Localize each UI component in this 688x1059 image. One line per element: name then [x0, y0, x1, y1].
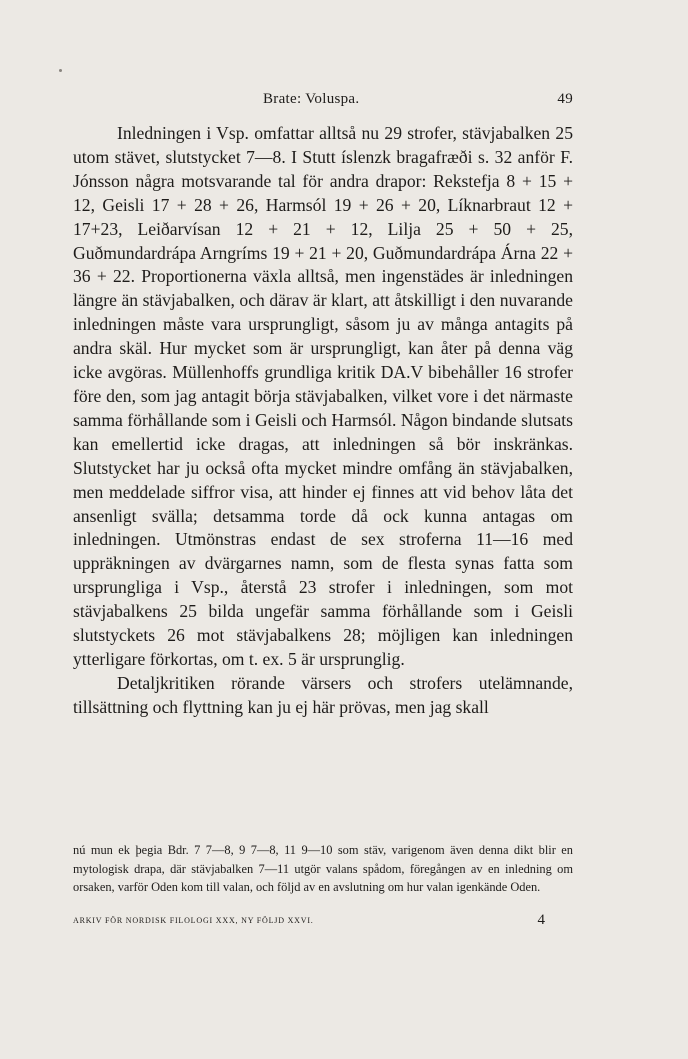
- main-text: [73, 122, 573, 720]
- page-header: [73, 91, 573, 113]
- journal-line: ARKIV FÖR NORDISK FILOLOGI XXX, NY FÖLJD XXVI.: [73, 916, 314, 925]
- printer-signature: [73, 914, 573, 930]
- paper-speck: [59, 69, 62, 72]
- sheet-number: 4: [537, 912, 545, 928]
- running-title: Brate: Voluspa.: [263, 91, 360, 107]
- page-number: 49: [557, 91, 573, 107]
- paragraph: Inledningen i Vsp. omfattar alltså nu 29 strofer, stävjabalken 25 utom stävet, slutstycket 7—8. I Stutt íslenzk bragafræði s. 32 anför F. Jónsson några motsvarande tal för andra drapor: Rekstefja 8 + 15 + 12, Geisli 17 + 28 + 26, Harmsól 19 + 26 + 20, Líknarbraut 12 + 17+23, Leiðarvísan 12 + 21 + 12, Lilja 25 + 50 + 25, Guðmundardrápa Arngríms 19 + 21 + 20, Guðmundardrápa Árna 22 + 36 + 22. Proportionerna växla alltså, men ingenstädes är inledningen längre än stävjabalken, och därav är klart, att åtskilligt i den nuvarande inledningen måste vara ursprungligt, såsom ju av många antagits på andra skäl. Hur mycket som är ursprungligt, kan åter på denna väg icke avgöras. Müllenhoffs grundliga kritik DA.V bibehåller 16 strofer före den, som jag antagit börja stävjabalken, vilket vore i det närmaste samma förhållande som i Geisli och Harmsól. Någon bindande slutsats kan emellertid icke dragas, att inledningen så bör inskränkas. Slutstycket har ju också ofta mycket mindre omfång än stävjabalken, men meddelade siffror visa, att hinder ej finnes att vid behov låta det ansenligt svälla; detsamma torde då ock kunna antagas om inledningen. Utmönstras endast de sex stroferna 11—16 med uppräkningen av dvärgarnes namn, som de flesta synas fatta som ursprungliga i Vsp., återstå 23 strofer i inledningen, som mot stävjabalkens 25 bilda ungefär samma förhållande som i Geisli slutstyckets 26 mot stävjabalkens 28; möjligen kan inledningen ytterligare förkortas, om t. ex. 5 är ursprunglig.: [73, 123, 573, 669]
- footnote-text: nú mun ek þegia Bdr. 7 7—8, 9 7—8, 11 9—10 som stäv, varigenom även denna dikt blir en mytologisk drapa, där stävjabalken 7—11 utgör valans spådom, föregången av en inledning om orsaken, varför Oden kom till valan, och följd av en avslutning om hur valan igenkände Oden.: [73, 843, 573, 895]
- paragraph: Detaljkritiken rörande värsers och strofers utelämnande, tillsättning och flyttning kan ju ej här prövas, men jag skall: [73, 672, 573, 717]
- footnote: [73, 841, 573, 897]
